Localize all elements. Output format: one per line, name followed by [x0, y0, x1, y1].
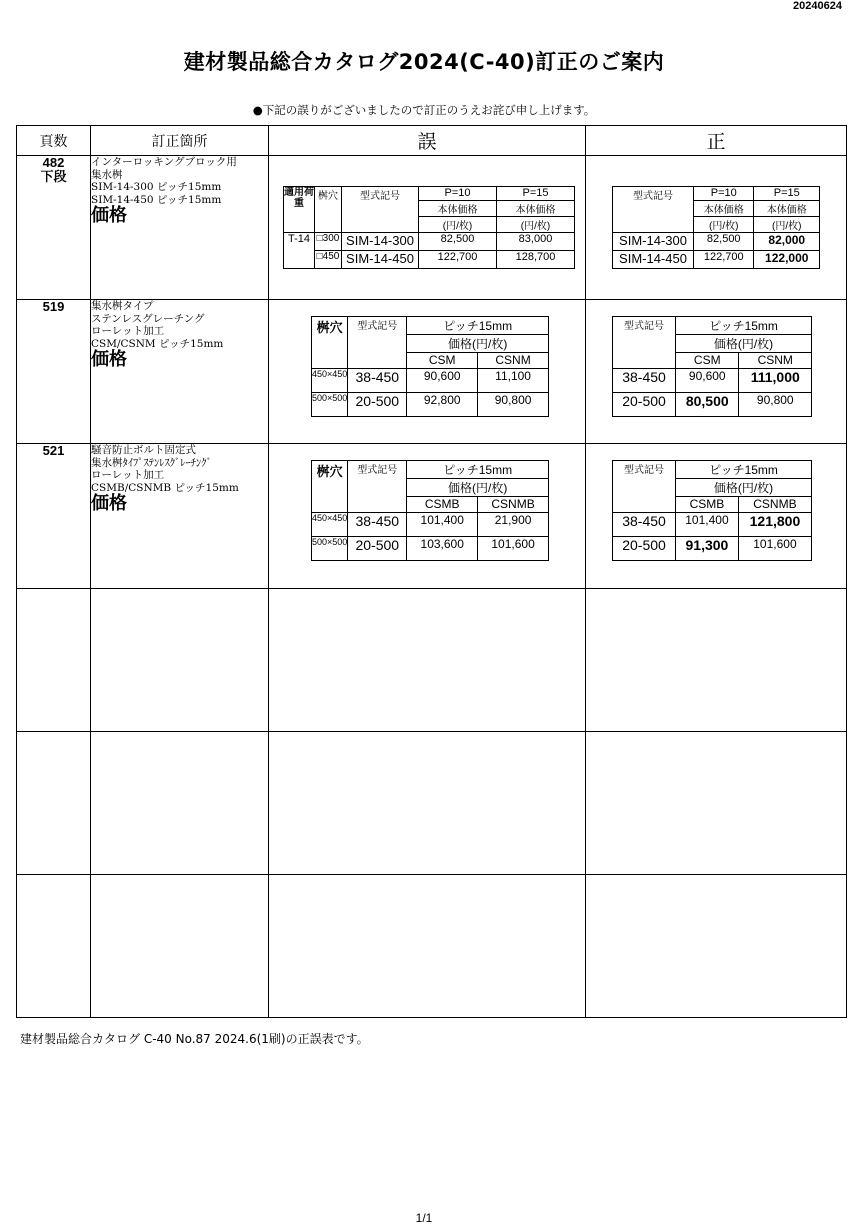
location-cell [91, 300, 269, 444]
unit-header: (円/枚) [419, 217, 497, 233]
location-line: CSM/CSNM ピッチ15mm [91, 337, 224, 350]
document-date: 20240624 [793, 0, 842, 12]
header-location: 訂正箇所 [91, 126, 269, 156]
model-header: 型式記号 [348, 317, 407, 369]
wrong-price-table [311, 460, 549, 561]
empty-cell [269, 874, 586, 1017]
location-line: SIM-14-450 ピッチ15mm [91, 193, 222, 206]
pitch-header: ピッチ15mm [676, 461, 812, 479]
price-header: 価格(円/枚) [676, 335, 812, 353]
errata-table [16, 125, 847, 1018]
location-line: 集水桝ﾀｲﾌﾟｽﾃﾝﾚｽｸﾞﾚｰﾁﾝｸﾞ [91, 456, 212, 469]
p10-header: P=10 [694, 187, 754, 201]
page-section: 下段 [40, 169, 67, 185]
price-value: 90,600 [676, 369, 739, 393]
model-value: 20-500 [348, 393, 407, 417]
correct-cell [586, 300, 847, 444]
location-line: 集水桝 [91, 168, 123, 181]
price-header: 価格(円/枚) [407, 335, 549, 353]
wrong-cell [269, 156, 586, 300]
empty-cell [17, 874, 91, 1017]
location-line: ステンレスグレーチング [91, 312, 205, 325]
model-value: 20-500 [348, 537, 407, 561]
correct-cell [586, 156, 847, 300]
price-value: 21,900 [478, 513, 549, 537]
location-line: CSMB/CSNMB ピッチ15mm [91, 481, 239, 494]
hole-value: 450×450 [312, 369, 348, 393]
price-value: 101,400 [407, 513, 478, 537]
hole-value: □450 [315, 251, 342, 269]
model-header: 型式記号 [613, 317, 676, 369]
model-value: 38-450 [613, 369, 676, 393]
corrected-price-value: 91,300 [676, 537, 739, 561]
wrong-price-table [311, 316, 549, 417]
empty-cell [269, 731, 586, 874]
errata-row [17, 444, 847, 588]
corrected-price-value: 122,000 [754, 251, 820, 269]
apology-note: ●下記の誤りがございましたので訂正のうえお詫び申し上げます。 [252, 103, 596, 117]
empty-cell [269, 588, 586, 731]
price-header: 本体価格 [694, 201, 754, 217]
wrong-cell [269, 444, 586, 588]
model-header: 型式記号 [342, 187, 419, 233]
hole-header: 桝穴 [312, 461, 348, 513]
wrong-cell [269, 300, 586, 444]
model-header: 型式記号 [613, 461, 676, 513]
model-value: 38-450 [348, 369, 407, 393]
location-line: 騒音防止ボルト固定式 [91, 444, 196, 457]
col-a-header: CSMB [407, 497, 478, 513]
p10-header: P=10 [419, 187, 497, 201]
model-value: 38-450 [613, 513, 676, 537]
price-value: 122,700 [419, 251, 497, 269]
price-value: 101,600 [738, 537, 811, 561]
price-header: 本体価格 [754, 201, 820, 217]
price-value: 128,700 [497, 251, 575, 269]
corrected-price-value: 82,000 [754, 233, 820, 251]
empty-cell [91, 588, 269, 731]
col-b-header: CSNMB [738, 497, 811, 513]
empty-row [17, 731, 847, 874]
price-value: 101,400 [676, 513, 739, 537]
correct-cell [586, 444, 847, 588]
model-header: 型式記号 [613, 187, 694, 233]
price-value: 82,500 [419, 233, 497, 251]
location-cell [91, 156, 269, 300]
errata-row [17, 156, 847, 300]
price-value: 92,800 [407, 393, 478, 417]
location-line: SIM-14-300 ピッチ15mm [91, 181, 222, 194]
page-title: 建材製品総合カタログ2024(C-40)訂正のご案内 [183, 50, 665, 74]
load-value: T-14 [284, 233, 315, 269]
model-value: 38-450 [348, 513, 407, 537]
price-value: 11,100 [478, 369, 549, 393]
hole-value: □300 [315, 233, 342, 251]
corrected-price-value: 111,000 [739, 369, 812, 393]
correct-price-table [612, 316, 812, 417]
errata-row [17, 300, 847, 444]
empty-cell [17, 731, 91, 874]
price-header: 価格(円/枚) [676, 479, 812, 497]
header-wrong: 誤 [269, 126, 586, 156]
header-page: 頁数 [17, 126, 91, 156]
header-correct: 正 [586, 126, 847, 156]
page-cell [17, 300, 91, 444]
empty-cell [91, 874, 269, 1017]
location-item: 価格 [91, 493, 127, 515]
price-value: 90,800 [478, 393, 549, 417]
page-cell [17, 444, 91, 588]
location-line: ローレット加工 [91, 469, 165, 482]
page-number: 519 [42, 299, 65, 315]
price-value: 90,800 [739, 393, 812, 417]
model-header: 型式記号 [348, 461, 407, 513]
page-number: 521 [42, 443, 65, 459]
location-line: ローレット加工 [91, 325, 165, 338]
location-cell [91, 444, 269, 588]
empty-cell [586, 874, 847, 1017]
unit-header: (円/枚) [497, 217, 575, 233]
price-value: 82,500 [694, 233, 754, 251]
pitch-header: ピッチ15mm [407, 461, 549, 479]
model-value: SIM-14-300 [342, 233, 419, 251]
catalog-footnote: 建材製品総合カタログ C-40 No.87 2024.6(1刷)の正誤表です。 [20, 1032, 369, 1046]
price-header: 本体価格 [419, 201, 497, 217]
price-value: 90,600 [407, 369, 478, 393]
p15-header: P=15 [497, 187, 575, 201]
hole-value: 450×450 [312, 513, 348, 537]
location-item: 価格 [91, 205, 127, 227]
hole-header: 桝穴 [312, 317, 348, 369]
col-b-header: CSNMB [478, 497, 549, 513]
location-line: インターロッキングブロック用 [91, 156, 237, 169]
correct-price-table [612, 460, 812, 561]
price-value: 103,600 [407, 537, 478, 561]
model-value: 20-500 [613, 537, 676, 561]
model-value: SIM-14-300 [613, 233, 694, 251]
errata-header-row [17, 126, 847, 156]
hole-header: 桝穴 [315, 187, 342, 233]
empty-cell [17, 588, 91, 731]
empty-row [17, 874, 847, 1017]
model-value: SIM-14-450 [342, 251, 419, 269]
empty-cell [586, 731, 847, 874]
col-a-header: CSM [407, 353, 478, 369]
col-b-header: CSNM [478, 353, 549, 369]
corrected-price-value: 121,800 [738, 513, 811, 537]
price-value: 83,000 [497, 233, 575, 251]
price-value: 122,700 [694, 251, 754, 269]
load-header: 適用荷重 [284, 187, 315, 233]
model-value: SIM-14-450 [613, 251, 694, 269]
page-cell [17, 156, 91, 300]
price-header: 本体価格 [497, 201, 575, 217]
empty-cell [586, 588, 847, 731]
pitch-header: ピッチ15mm [676, 317, 812, 335]
hole-value: 500×500 [312, 393, 348, 417]
price-value: 101,600 [478, 537, 549, 561]
empty-cell [91, 731, 269, 874]
wrong-price-table [283, 186, 575, 269]
p15-header: P=15 [754, 187, 820, 201]
col-a-header: CSMB [676, 497, 739, 513]
page-number: 482 [42, 155, 65, 171]
unit-header: (円/枚) [754, 217, 820, 233]
col-a-header: CSM [676, 353, 739, 369]
correct-price-table [612, 186, 820, 269]
location-line: 集水桝タイプ [91, 300, 154, 313]
empty-row [17, 588, 847, 731]
page-number-footer: 1/1 [415, 1211, 433, 1225]
corrected-price-value: 80,500 [676, 393, 739, 417]
price-header: 価格(円/枚) [407, 479, 549, 497]
unit-header: (円/枚) [694, 217, 754, 233]
pitch-header: ピッチ15mm [407, 317, 549, 335]
hole-value: 500×500 [312, 537, 348, 561]
col-b-header: CSNM [739, 353, 812, 369]
model-value: 20-500 [613, 393, 676, 417]
location-item: 価格 [91, 349, 127, 371]
